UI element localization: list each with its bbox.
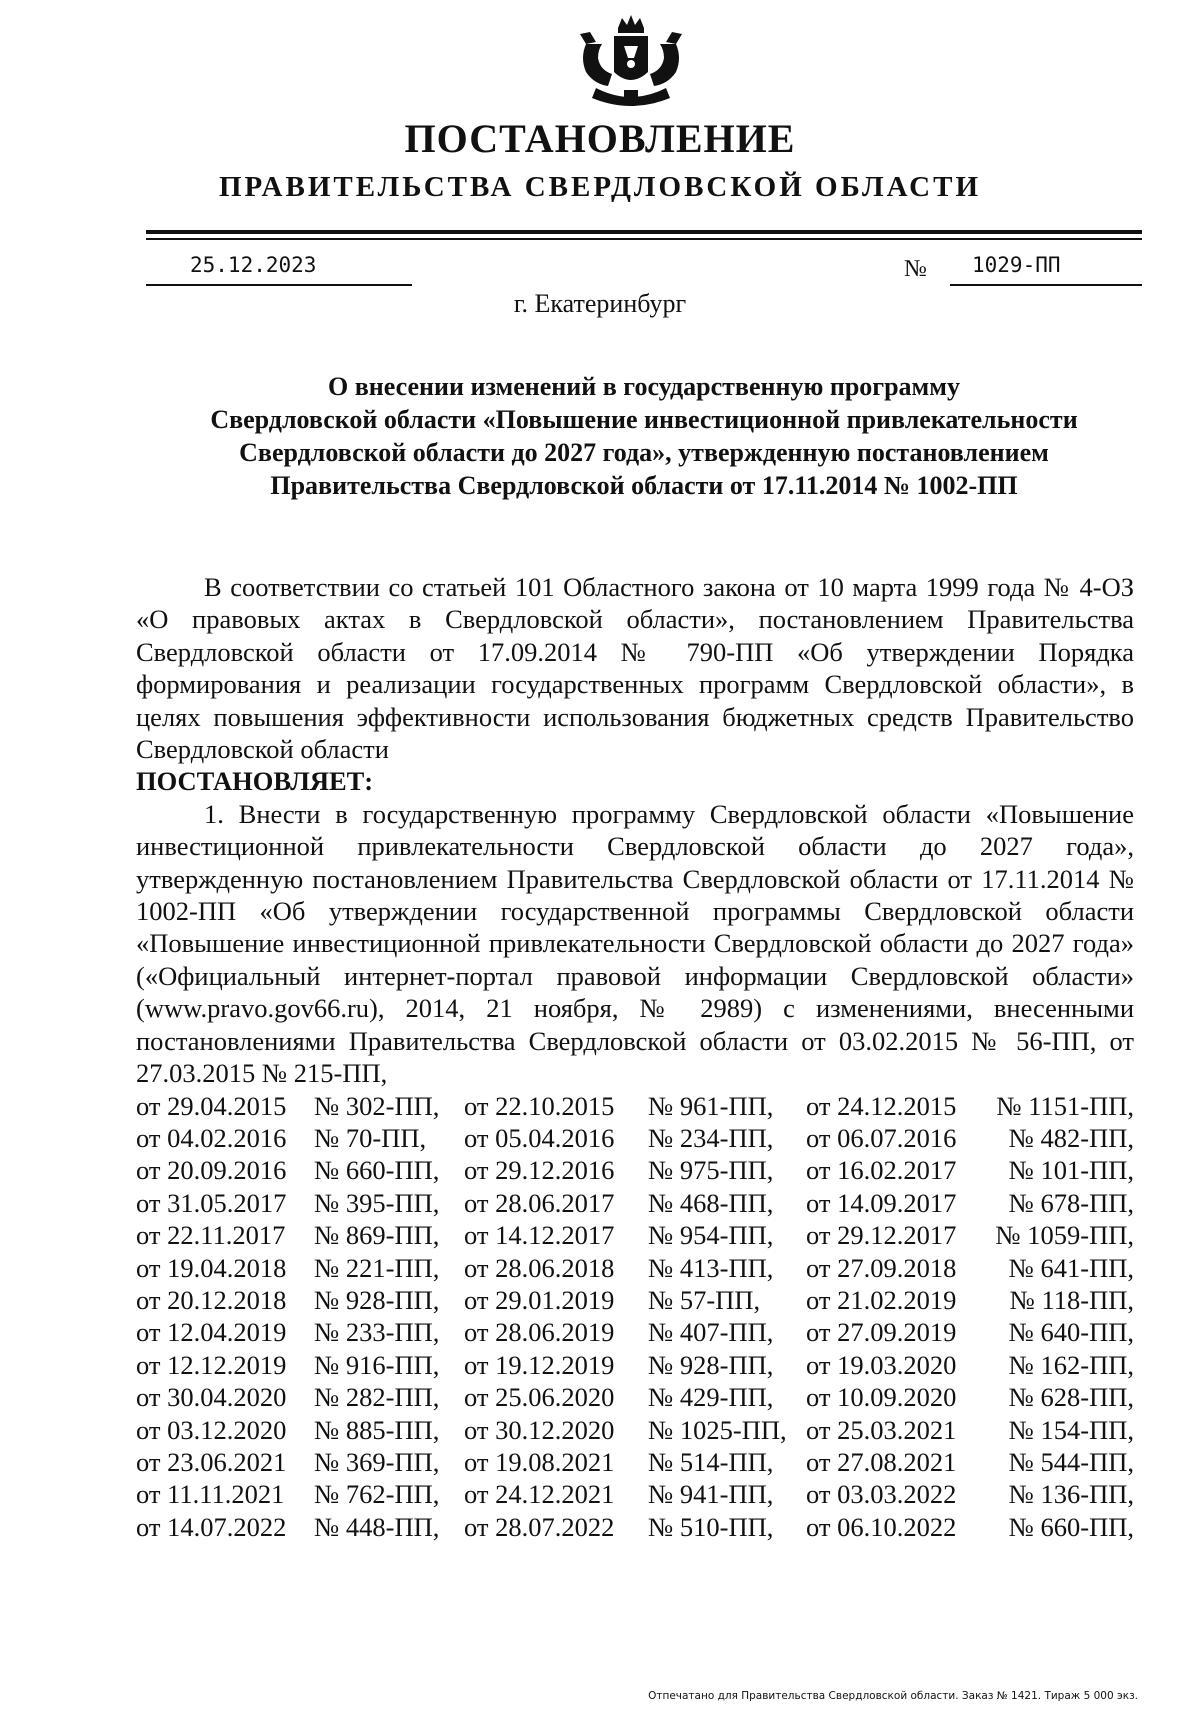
amendment-date: от 12.04.2019 — [136, 1317, 287, 1348]
amendment-number: № 678-ПП, — [1008, 1187, 1134, 1218]
amendment-date: от 29.12.2016 — [464, 1155, 615, 1186]
amendment-date: от 19.12.2019 — [464, 1349, 615, 1380]
amendment-number: № 221-ПП, — [314, 1252, 440, 1283]
heading-line: Свердловской области «Повышение инвестиционной привлекательности — [210, 405, 1078, 434]
amendment-number: № 429-ПП, — [648, 1382, 774, 1413]
amendment-date: от 28.07.2022 — [464, 1511, 615, 1542]
amendment-date: от 30.12.2020 — [464, 1414, 615, 1445]
amendment-number: № 468-ПП, — [648, 1187, 774, 1218]
heading-line: О внесении изменений в государственную программу — [328, 372, 960, 401]
item-1-paragraph: 1. Внести в государственную программу Свердловской области «Повышение инвестиционной привлекательности Свердловской области до 2027 года», утвержденную постановлением Правительства Свердловской области от 17.11.2014 № 1002-ПП «Об утверждении государственной программы Свердловской области «Повышение инвестиционной привлекательности Свердловской области до 2027 года» («Официальный интернет-портал правовой информации Свердловской области» (www.pravo.gov66.ru), 2014, 21 ноября, № 2989) с изменениями, внесенными постановлениями Правительства Свердловской области от 03.02.2015 № 56-ПП, от 27.03.2015 № 215-ПП, — [136, 798, 1134, 1089]
amendment-number: № 869-ПП, — [314, 1220, 440, 1251]
amendment-date: от 06.07.2016 — [806, 1122, 957, 1153]
amendment-number: № 154-ПП, — [1008, 1414, 1134, 1445]
amendment-date: от 22.11.2017 — [136, 1220, 286, 1251]
amendment-date: от 27.09.2018 — [806, 1252, 957, 1283]
amendment-number: № 234-ПП, — [648, 1122, 774, 1153]
amendment-date: от 10.09.2020 — [806, 1382, 957, 1413]
amendment-number: № 162-ПП, — [1008, 1349, 1134, 1380]
amendment-number: № 916-ПП, — [314, 1349, 440, 1380]
amendment-number: № 544-ПП, — [1008, 1446, 1134, 1477]
amendment-date: от 29.01.2019 — [464, 1284, 615, 1315]
preamble-paragraph: В соответствии со статьей 101 Областного закона от 10 марта 1999 года № 4-ОЗ «О правовых актах в Свердловской области», постановлением Правительства Свердловской области от 17.09.2014 № 790-ПП «Об утверждении Порядка формирования и реализации государственных программ Свердловской области», в целях повышения эффективности использования бюджетных средств Правительство Свердловской области — [136, 572, 1134, 765]
amendment-date: от 28.06.2019 — [464, 1317, 615, 1348]
number-sign: № — [904, 256, 927, 282]
city-of-issue: г. Екатеринбург — [513, 289, 687, 318]
amendment-number: № 510-ПП, — [648, 1511, 774, 1542]
amendment-date: от 22.10.2015 — [464, 1090, 615, 1121]
amendment-date: от 30.04.2020 — [136, 1382, 287, 1413]
amendment-number: № 628-ПП, — [1008, 1382, 1134, 1413]
amendment-date: от 24.12.2015 — [806, 1090, 957, 1121]
amendment-number: № 975-ПП, — [648, 1155, 774, 1186]
amendment-number: № 448-ПП, — [314, 1511, 440, 1542]
decree-word: ПОСТАНОВЛЯЕТ: — [136, 766, 374, 797]
header-divider-thick — [146, 230, 1142, 234]
amendment-number: № 57-ПП, — [648, 1284, 761, 1315]
amendment-date: от 29.12.2017 — [806, 1220, 957, 1251]
amendments-list — [136, 1090, 1134, 1544]
amendment-date: от 03.03.2022 — [806, 1479, 957, 1510]
coat-of-arms-icon — [572, 14, 690, 114]
document-number: 1029-ПП — [972, 253, 1061, 277]
amendment-date: от 04.02.2016 — [136, 1122, 287, 1153]
amendment-number: № 961-ПП, — [648, 1090, 774, 1121]
amendment-number: № 660-ПП, — [1008, 1511, 1134, 1542]
amendment-date: от 05.04.2016 — [464, 1122, 615, 1153]
amendment-date: от 12.12.2019 — [136, 1349, 287, 1380]
amendment-number: № 941-ПП, — [648, 1479, 774, 1510]
amendment-date: от 14.09.2017 — [806, 1187, 957, 1218]
amendment-number: № 482-ПП, — [1008, 1122, 1134, 1153]
amendment-date: от 28.06.2017 — [464, 1187, 615, 1218]
amendment-date: от 21.02.2019 — [806, 1284, 957, 1315]
amendment-date: от 23.06.2021 — [136, 1446, 287, 1477]
amendment-number: № 1025-ПП, — [648, 1414, 787, 1445]
amendment-number: № 928-ПП, — [648, 1349, 774, 1380]
amendment-number: № 136-ПП, — [1008, 1479, 1134, 1510]
amendment-number: № 885-ПП, — [314, 1414, 440, 1445]
amendment-date: от 19.04.2018 — [136, 1252, 287, 1283]
amendment-date: от 20.09.2016 — [136, 1155, 287, 1186]
amendment-number: № 407-ПП, — [648, 1317, 774, 1348]
document-body — [136, 571, 1134, 1543]
amendment-date: от 24.12.2021 — [464, 1479, 615, 1510]
amendment-number: № 413-ПП, — [648, 1252, 774, 1283]
amendment-date: от 06.10.2022 — [806, 1511, 957, 1542]
document-date-field — [146, 252, 412, 286]
heading-line: Свердловской области до 2027 года», утвержденную постановлением — [239, 438, 1049, 467]
amendment-date: от 16.02.2017 — [806, 1155, 957, 1186]
amendment-date: от 19.08.2021 — [464, 1446, 615, 1477]
amendment-date: от 25.06.2020 — [464, 1382, 615, 1413]
amendment-number: № 369-ПП, — [314, 1446, 440, 1477]
amendment-number: № 1151-ПП, — [996, 1090, 1134, 1121]
amendment-date: от 29.04.2015 — [136, 1090, 287, 1121]
amendment-date: от 11.11.2021 — [136, 1479, 285, 1510]
document-number-field — [950, 252, 1142, 286]
amendment-date: от 27.08.2021 — [806, 1446, 957, 1477]
amendment-date: от 14.12.2017 — [464, 1220, 615, 1251]
amendment-number: № 641-ПП, — [1008, 1252, 1134, 1283]
print-note: Отпечатано для Правительства Свердловской области. Заказ № 1421. Тираж 5 000 экз. — [648, 1690, 1138, 1702]
amendment-date: от 19.03.2020 — [806, 1349, 957, 1380]
heading-line: Правительства Свердловской области от 17.11.2014 № 1002-ПП — [270, 471, 1018, 500]
amendment-number: № 70-ПП, — [314, 1122, 427, 1153]
amendment-number: № 1059-ПП, — [995, 1220, 1134, 1251]
amendment-number: № 928-ПП, — [314, 1284, 440, 1315]
amendment-number: № 395-ПП, — [314, 1187, 440, 1218]
amendment-date: от 27.09.2019 — [806, 1317, 957, 1348]
amendment-date: от 03.12.2020 — [136, 1414, 287, 1445]
amendment-date: от 14.07.2022 — [136, 1511, 287, 1542]
amendment-number: № 118-ПП, — [1009, 1284, 1134, 1315]
document-date: 25.12.2023 — [190, 253, 317, 277]
amendment-number: № 302-ПП, — [314, 1090, 440, 1121]
amendment-date: от 25.03.2021 — [806, 1414, 957, 1445]
amendment-number: № 660-ПП, — [314, 1155, 440, 1186]
document-heading — [146, 370, 1142, 502]
amendment-number: № 233-ПП, — [314, 1317, 440, 1348]
header-divider-thin — [146, 238, 1142, 240]
amendment-date: от 31.05.2017 — [136, 1187, 287, 1218]
amendment-date: от 28.06.2018 — [464, 1252, 615, 1283]
amendment-date: от 20.12.2018 — [136, 1284, 287, 1315]
amendment-number: № 282-ПП, — [314, 1382, 440, 1413]
issuing-authority: ПРАВИТЕЛЬСТВА СВЕРДЛОВСКОЙ ОБЛАСТИ — [218, 171, 982, 203]
amendment-number: № 640-ПП, — [1008, 1317, 1134, 1348]
amendment-number: № 762-ПП, — [314, 1479, 440, 1510]
amendment-number: № 514-ПП, — [648, 1446, 774, 1477]
amendment-number: № 101-ПП, — [1008, 1155, 1134, 1186]
amendment-number: № 954-ПП, — [648, 1220, 774, 1251]
document-type-title: ПОСТАНОВЛЕНИЕ — [404, 116, 796, 161]
